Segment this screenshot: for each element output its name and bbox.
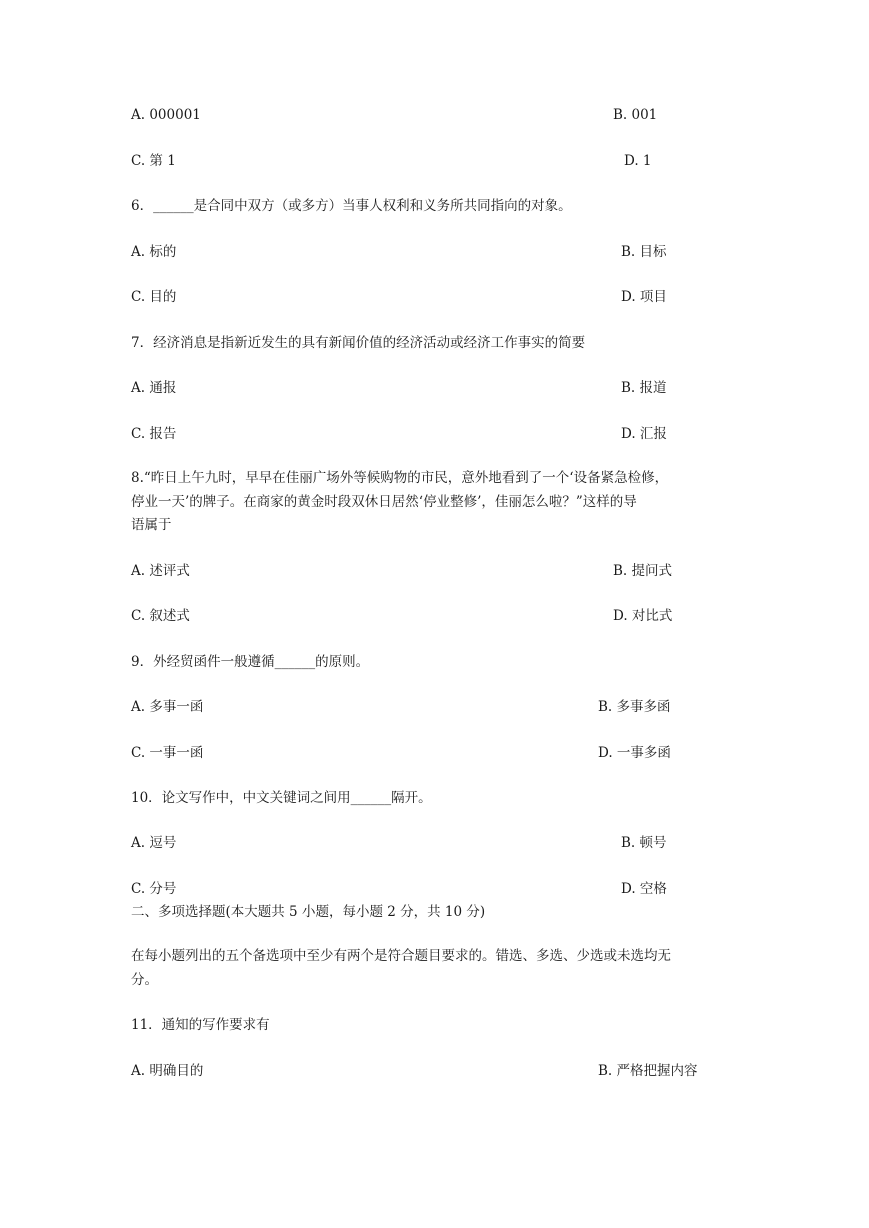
q8-text-line-2: 停业一天’的牌子。在商家的黄金时段双休日居然‘停业整修’，佳丽怎么啦？”这样的导 [131,494,637,510]
q9-option-b: B. 多事多函 [598,699,671,715]
q5-option-a: A. 000001 [131,107,201,123]
q6-option-a: A. 标的 [131,244,177,260]
q7-option-b: B. 报道 [621,380,667,396]
q8-text-line-1: 8.“昨日上午九时，早早在佳丽广场外等候购物的市民，意外地看到了一个‘设备紧急检修， [131,470,669,486]
q7-option-a: A. 通报 [131,380,177,396]
q11-option-a: A. 明确目的 [131,1063,204,1079]
q7-option-d: D. 汇报 [621,426,667,442]
q6-option-d: D. 项目 [621,289,667,305]
q8-option-c: C. 叙述式 [131,608,190,624]
q10-option-a: A. 逗号 [131,835,177,851]
q9-text: 9．外经贸函件一般遵循______的原则。 [131,654,370,670]
q8-option-d: D. 对比式 [613,608,673,624]
q11-option-b: B. 严格把握内容 [598,1063,698,1079]
q10-text: 10．论文写作中，中文关键词之间用______隔开。 [131,790,432,806]
q9-option-a: A. 多事一函 [131,699,204,715]
q9-option-c: C. 一事一函 [131,745,204,761]
q8-option-b: B. 提问式 [613,563,673,579]
q6-text: 6．______是合同中双方（或多方）当事人权利和义务所共同指向的对象。 [131,198,572,214]
q7-text: 7．经济消息是指新近发生的具有新闻价值的经济活动或经济工作事实的简要 [131,335,586,351]
q6-option-b: B. 目标 [621,244,667,260]
q10-option-c: C. 分号 [131,881,177,897]
q6-option-c: C. 目的 [131,289,177,305]
section-2-instruction-line-1: 在每小题列出的五个备选项中至少有两个是符合题目要求的。错选、多选、少选或未选均无 [131,948,671,964]
q5-option-b: B. 001 [613,107,658,123]
q9-option-d: D. 一事多函 [598,745,671,761]
q8-text-line-3: 语属于 [131,517,172,533]
q10-option-d: D. 空格 [621,881,667,897]
q5-option-d: D. 1 [624,153,652,169]
section-2-heading: 二、多项选择题(本大题共 5 小题，每小题 2 分，共 10 分) [131,904,486,920]
q10-option-b: B. 顿号 [621,835,667,851]
q7-option-c: C. 报告 [131,426,177,442]
q8-option-a: A. 述评式 [131,563,190,579]
q11-text: 11．通知的写作要求有 [131,1017,270,1033]
section-2-instruction-line-2: 分。 [131,972,158,988]
q5-option-c: C. 第 1 [131,153,176,169]
